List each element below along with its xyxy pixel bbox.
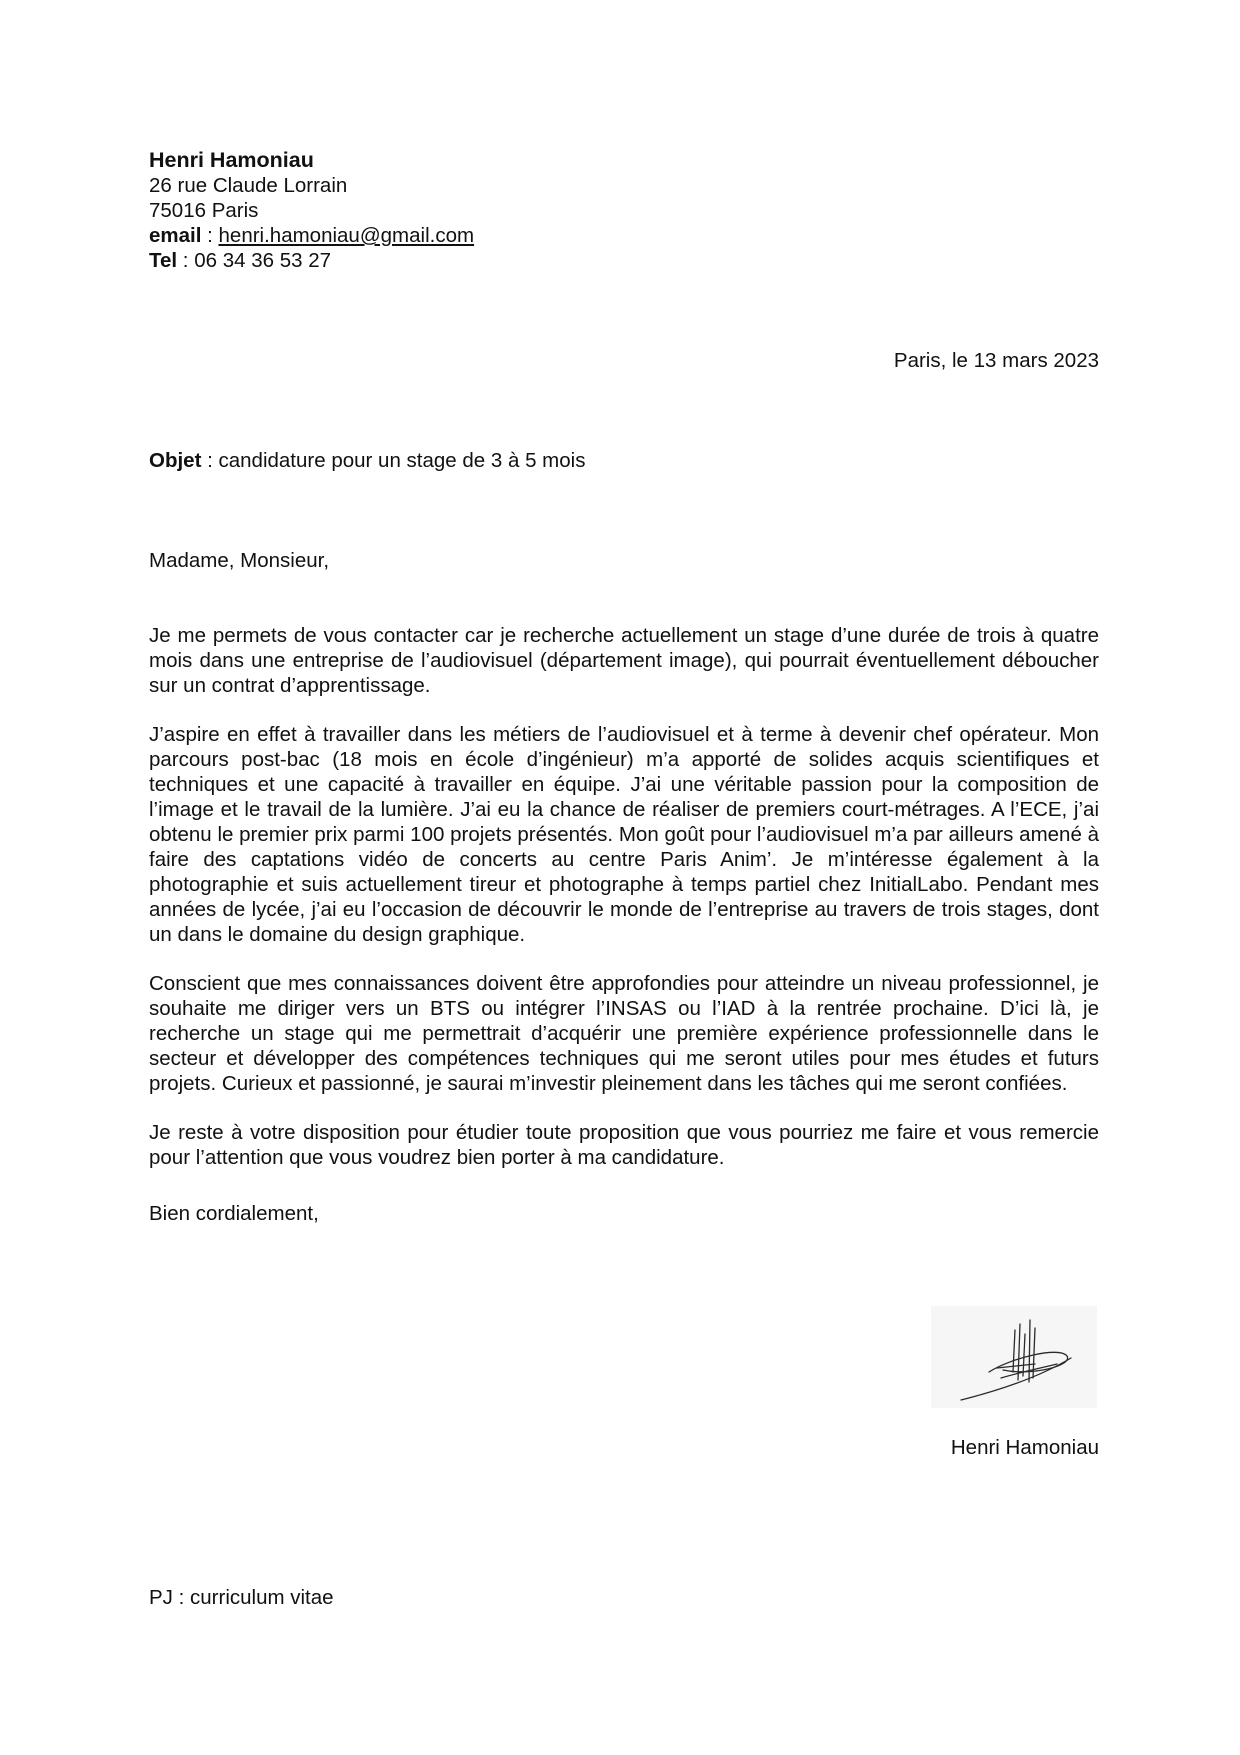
tel-separator: : [177,249,195,272]
sender-tel-line [149,248,749,273]
subject-label: Objet [149,449,202,472]
paragraph: Je reste à votre disposition pour étudier toute proposition que vous pourriez me faire et vous remercie pour l’attention que vous voudrez bien porter à ma candidature. [149,1121,1099,1169]
paragraph: J’aspire en effet à travailler dans les métiers de l’audiovisuel et à terme à devenir chef opérateur. Mon parcours post-bac (18 mois en école d’ingénieur) m’a apporté de solides acquis scientifiques et techniques et une capacité à travailler en équipe. J’ai une véritable passion pour la composition de l’image et le travail de la lumière. J’ai eu la chance de réaliser de premiers court-métrages. A l’ECE, j’ai obtenu le premier prix parmi 100 projets présentés. Mon goût pour l’audiovisuel m’a par ailleurs amené à faire des captations vidéo de concerts au centre Paris Anim’. Je m’intéresse également à la photographie et suis actuellement tireur et photographe à temps partiel chez InitialLabo. Pendant mes années de lycée, j’ai eu l’occasion de découvrir le monde de l’entreprise au travers de trois stages, dont un dans le domaine du design graphique. [149,723,1099,946]
sender-email-line [149,223,749,248]
subject-line [149,448,585,473]
letter-body [149,623,1099,1194]
paragraph: Je me permets de vous contacter car je recherche actuellement un stage d’une durée de trois à quatre mois dans une entreprise de l’audiovisuel (département image), qui pourrait éventuellement déboucher sur un contrat d’apprentissage. [149,624,1099,697]
sender-name: Henri Hamoniau [149,148,314,172]
salutation: Madame, Monsieur, [149,549,330,572]
email-label: email [149,224,202,247]
sender-block [149,148,749,273]
paragraph: Conscient que mes connaissances doivent être approfondies pour atteindre un niveau professionnel, je souhaite me diriger vers un BTS ou intégrer l’INSAS ou l’IAD à la rentrée prochaine. D’ici là, je recherche un stage qui me permettrait d’acquérir une première expérience professionnelle dans le secteur et développer des compétences techniques qui me seront utiles pour mes études et futurs projets. Curieux et passionné, je saurai m’investir pleinement dans les tâches qui me seront confiées. [149,972,1099,1095]
letter-date: Paris, le 13 mars 2023 [893,349,1099,372]
tel-number: 06 34 36 53 27 [194,249,331,272]
sender-city: 75016 Paris [149,199,259,222]
attachment-note: PJ : curriculum vitae [149,1586,334,1609]
signature-drawing [931,1306,1097,1408]
closing: Bien cordialement, [149,1202,319,1225]
tel-label: Tel [149,249,178,272]
signed-name: Henri Hamoniau [950,1436,1099,1459]
sender-street: 26 rue Claude Lorrain [149,174,348,197]
subject-text: : candidature pour un stage de 3 à 5 mois [201,449,586,472]
email-link[interactable]: henri.hamoniau@gmail.com [218,224,475,247]
handwritten-signature [931,1306,1097,1408]
email-separator: : [201,224,219,247]
